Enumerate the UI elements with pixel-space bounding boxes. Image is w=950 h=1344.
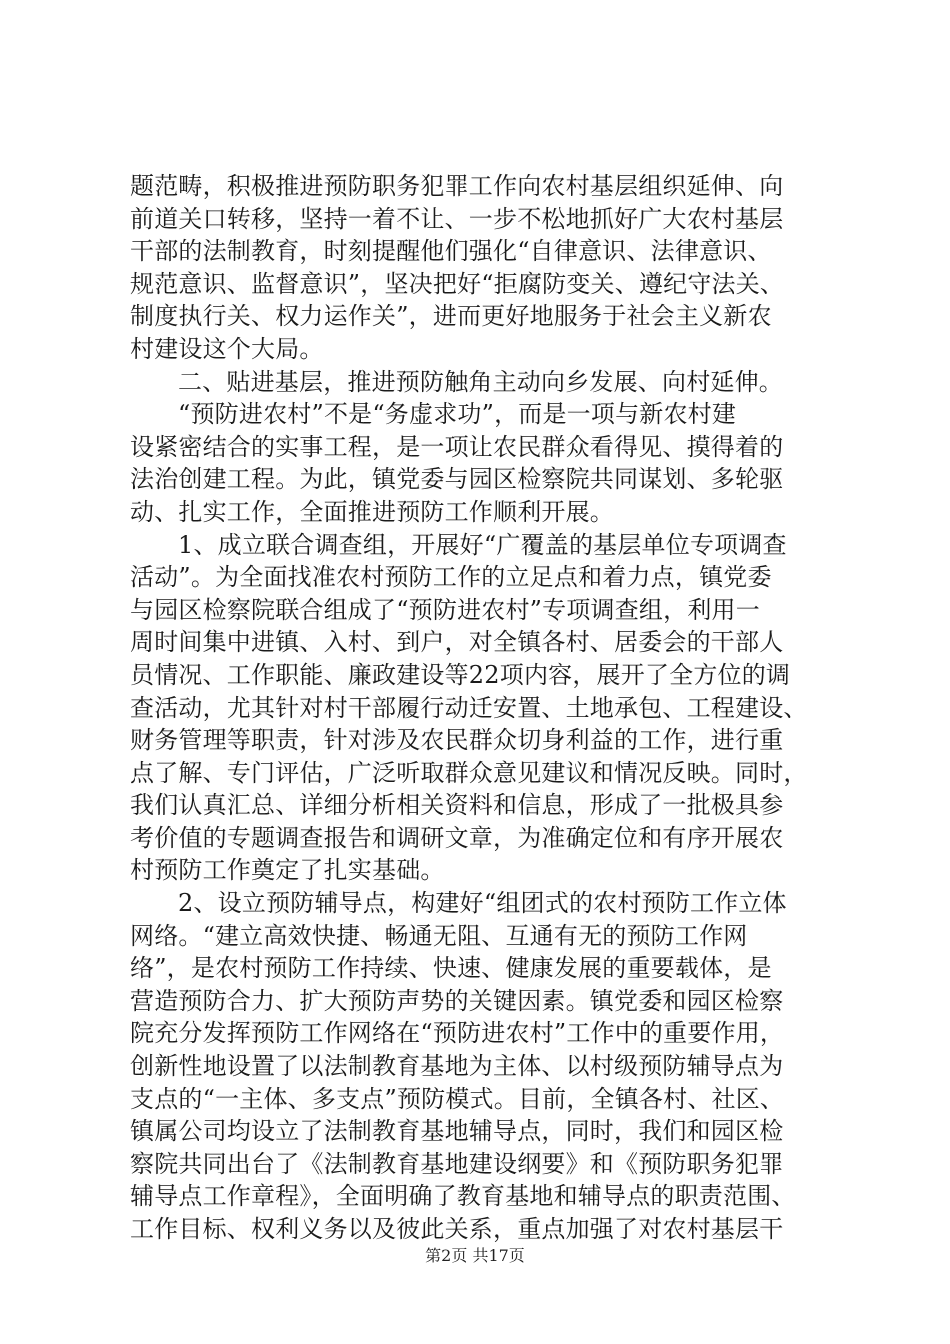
text-line: 村建设这个大局。 (130, 334, 324, 363)
text-line: 前道关口转移，坚持一着不让、一步不松地抓好广大农村基层 (130, 204, 784, 233)
text-line: 2、设立预防辅导点，构建好“组团式的农村预防工作立体 (178, 889, 787, 918)
text-line: 制度执行关、权力运作关”，进而更好地服务于社会主义新农 (130, 302, 772, 331)
text-line: 规范意识、监督意识”，坚决把好“拒腐防变关、遵纪守法关、 (130, 269, 785, 298)
text-line: 我们认真汇总、详细分析相关资料和信息，形成了一批极具参 (130, 791, 784, 820)
text-line: 动、扎实工作，全面推进预防工作顺利开展。 (130, 497, 614, 526)
text-line: 员情况、工作职能、廉政建设等22项内容，展开了全方位的调 (130, 660, 791, 689)
text-line: 1、成立联合调查组，开展好“广覆盖的基层单位专项调查 (178, 530, 787, 559)
document-body (130, 170, 830, 1246)
text-line: 村预防工作奠定了扎实基础。 (130, 856, 445, 885)
text-line: 支点的“一主体、多支点”预防模式。目前，全镇各村、社区、 (130, 1084, 785, 1113)
text-line: 络”，是农村预防工作持续、快速、健康发展的重要载体，是 (130, 954, 772, 983)
text-line: 辅导点工作章程》，全面明确了教育基地和辅导点的职责范围、 (130, 1182, 796, 1211)
text-line: 干部的法制教育，时刻提醒他们强化“自律意识、法律意识、 (130, 237, 772, 266)
page-footer: 第2页 共17页 (425, 1246, 525, 1265)
text-line: 网络。“建立高效快捷、畅通无阻、互通有无的预防工作网 (130, 921, 748, 950)
text-line: “预防进农村”不是“务虚求功”，而是一项与新农村建 (178, 400, 737, 429)
text-line: 工作目标、权利义务以及彼此关系，重点加强了对农村基层干 (130, 1215, 784, 1243)
text-line: 查活动，尤其针对村干部履行动迁安置、土地承包、工程建设、 (130, 693, 808, 722)
text-line: 设紧密结合的实事工程，是一项让农民群众看得见、摸得着的 (130, 432, 784, 461)
text-line: 院充分发挥预防工作网络在“预防进农村”工作中的重要作用， (130, 1019, 785, 1048)
text-line: 与园区检察院联合组成了“预防进农村”专项调查组，利用一 (130, 595, 760, 624)
text-line: 察院共同出台了《法制教育基地建设纲要》和《预防职务犯罪 (130, 1149, 784, 1178)
text-line: 镇属公司均设立了法制教育基地辅导点，同时，我们和园区检 (130, 1117, 784, 1146)
text-line: 法治创建工程。为此，镇党委与园区检察院共同谋划、多轮驱 (130, 465, 784, 494)
text-line: 财务管理等职责，针对涉及农民群众切身利益的工作，进行重 (130, 726, 784, 755)
text-line: 营造预防合力、扩大预防声势的关键因素。镇党委和园区检察 (130, 986, 784, 1015)
text-line: 二、贴进基层，推进预防触角主动向乡发展、向村延伸。 (178, 367, 783, 396)
text-line: 创新性地设置了以法制教育基地为主体、以村级预防辅导点为 (130, 1052, 784, 1081)
text-line: 题范畴，积极推进预防职务犯罪工作向农村基层组织延伸、向 (130, 172, 784, 200)
text-line: 活动”。为全面找准农村预防工作的立足点和着力点，镇党委 (130, 563, 772, 592)
text-line: 考价值的专题调查报告和调研文章，为准确定位和有序开展农 (130, 823, 784, 852)
text-line: 点了解、专门评估，广泛听取群众意见建议和情况反映。同时， (130, 758, 808, 787)
text-line: 周时间集中进镇、入村、到户，对全镇各村、居委会的干部人 (130, 628, 784, 657)
